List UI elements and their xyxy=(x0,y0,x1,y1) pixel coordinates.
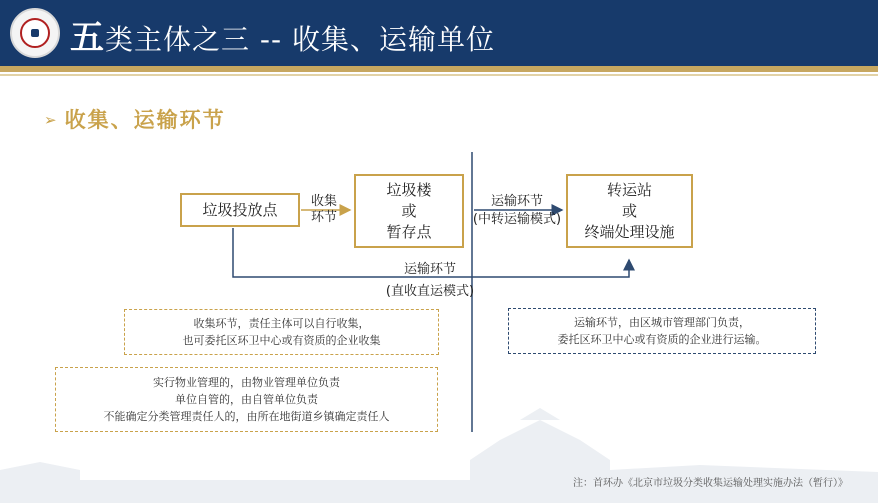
label-direct-line1: 运输环节 xyxy=(403,262,456,277)
box-transfer-station-line3: 终端处理设施 xyxy=(584,222,675,241)
note-transport-line2: 委托区环卫中心或有资质的企业进行运输。 xyxy=(557,333,767,346)
note-management-line3: 不能确定分类管理责任人的，由所在地街道乡镇确定责任人 xyxy=(103,410,390,423)
label-collect-line2: 环节 xyxy=(310,210,337,225)
note-collection-line2: 也可委托区环卫中心或有资质的企业收集 xyxy=(182,334,381,347)
box-transfer-station xyxy=(566,174,693,248)
note-management-responsibility xyxy=(55,367,438,432)
note-management-line1: 实行物业管理的，由物业管理单位负责 xyxy=(153,376,340,389)
label-transfer-line1: 运输环节 xyxy=(490,194,543,209)
arrow-bullet-icon: ➢ xyxy=(44,111,59,129)
label-direct-mode xyxy=(370,262,490,300)
box-garbage-building-line2: 或 xyxy=(401,201,417,220)
label-transfer-mode xyxy=(467,194,567,228)
title-text: 类主体之三 -- 收集、运输单位 xyxy=(105,23,496,56)
box-garbage-building xyxy=(354,174,464,248)
note-management-line2: 单位自管的，由自管单位负责 xyxy=(175,393,318,406)
label-direct-line2: (直收直运模式) xyxy=(385,284,475,299)
box-garbage-building-line1: 垃圾楼 xyxy=(386,180,432,199)
box-disposal-point xyxy=(180,193,300,227)
section-title: 收集、运输环节 xyxy=(64,108,226,132)
label-collect-line1: 收集 xyxy=(310,194,337,209)
label-collect-stage xyxy=(304,194,344,226)
note-collection-responsibility xyxy=(124,309,439,355)
note-transport-responsibility xyxy=(508,308,816,354)
box-garbage-building-line3: 暂存点 xyxy=(386,222,432,241)
note-collection-line1: 收集环节，责任主体可以自行收集， xyxy=(193,317,370,330)
box-transfer-station-line1: 转运站 xyxy=(606,180,652,199)
box-disposal-point-label: 垃圾投放点 xyxy=(202,200,278,219)
title-number: 五 xyxy=(70,18,105,58)
footnote: 注：首环办《北京市垃圾分类收集运输处理实施办法（暂行）》 xyxy=(573,478,848,489)
note-transport-line1: 运输环节，由区城市管理部门负责， xyxy=(574,316,750,329)
box-transfer-station-line2: 或 xyxy=(621,201,637,220)
label-transfer-line2: (中转运输模式) xyxy=(472,212,562,227)
